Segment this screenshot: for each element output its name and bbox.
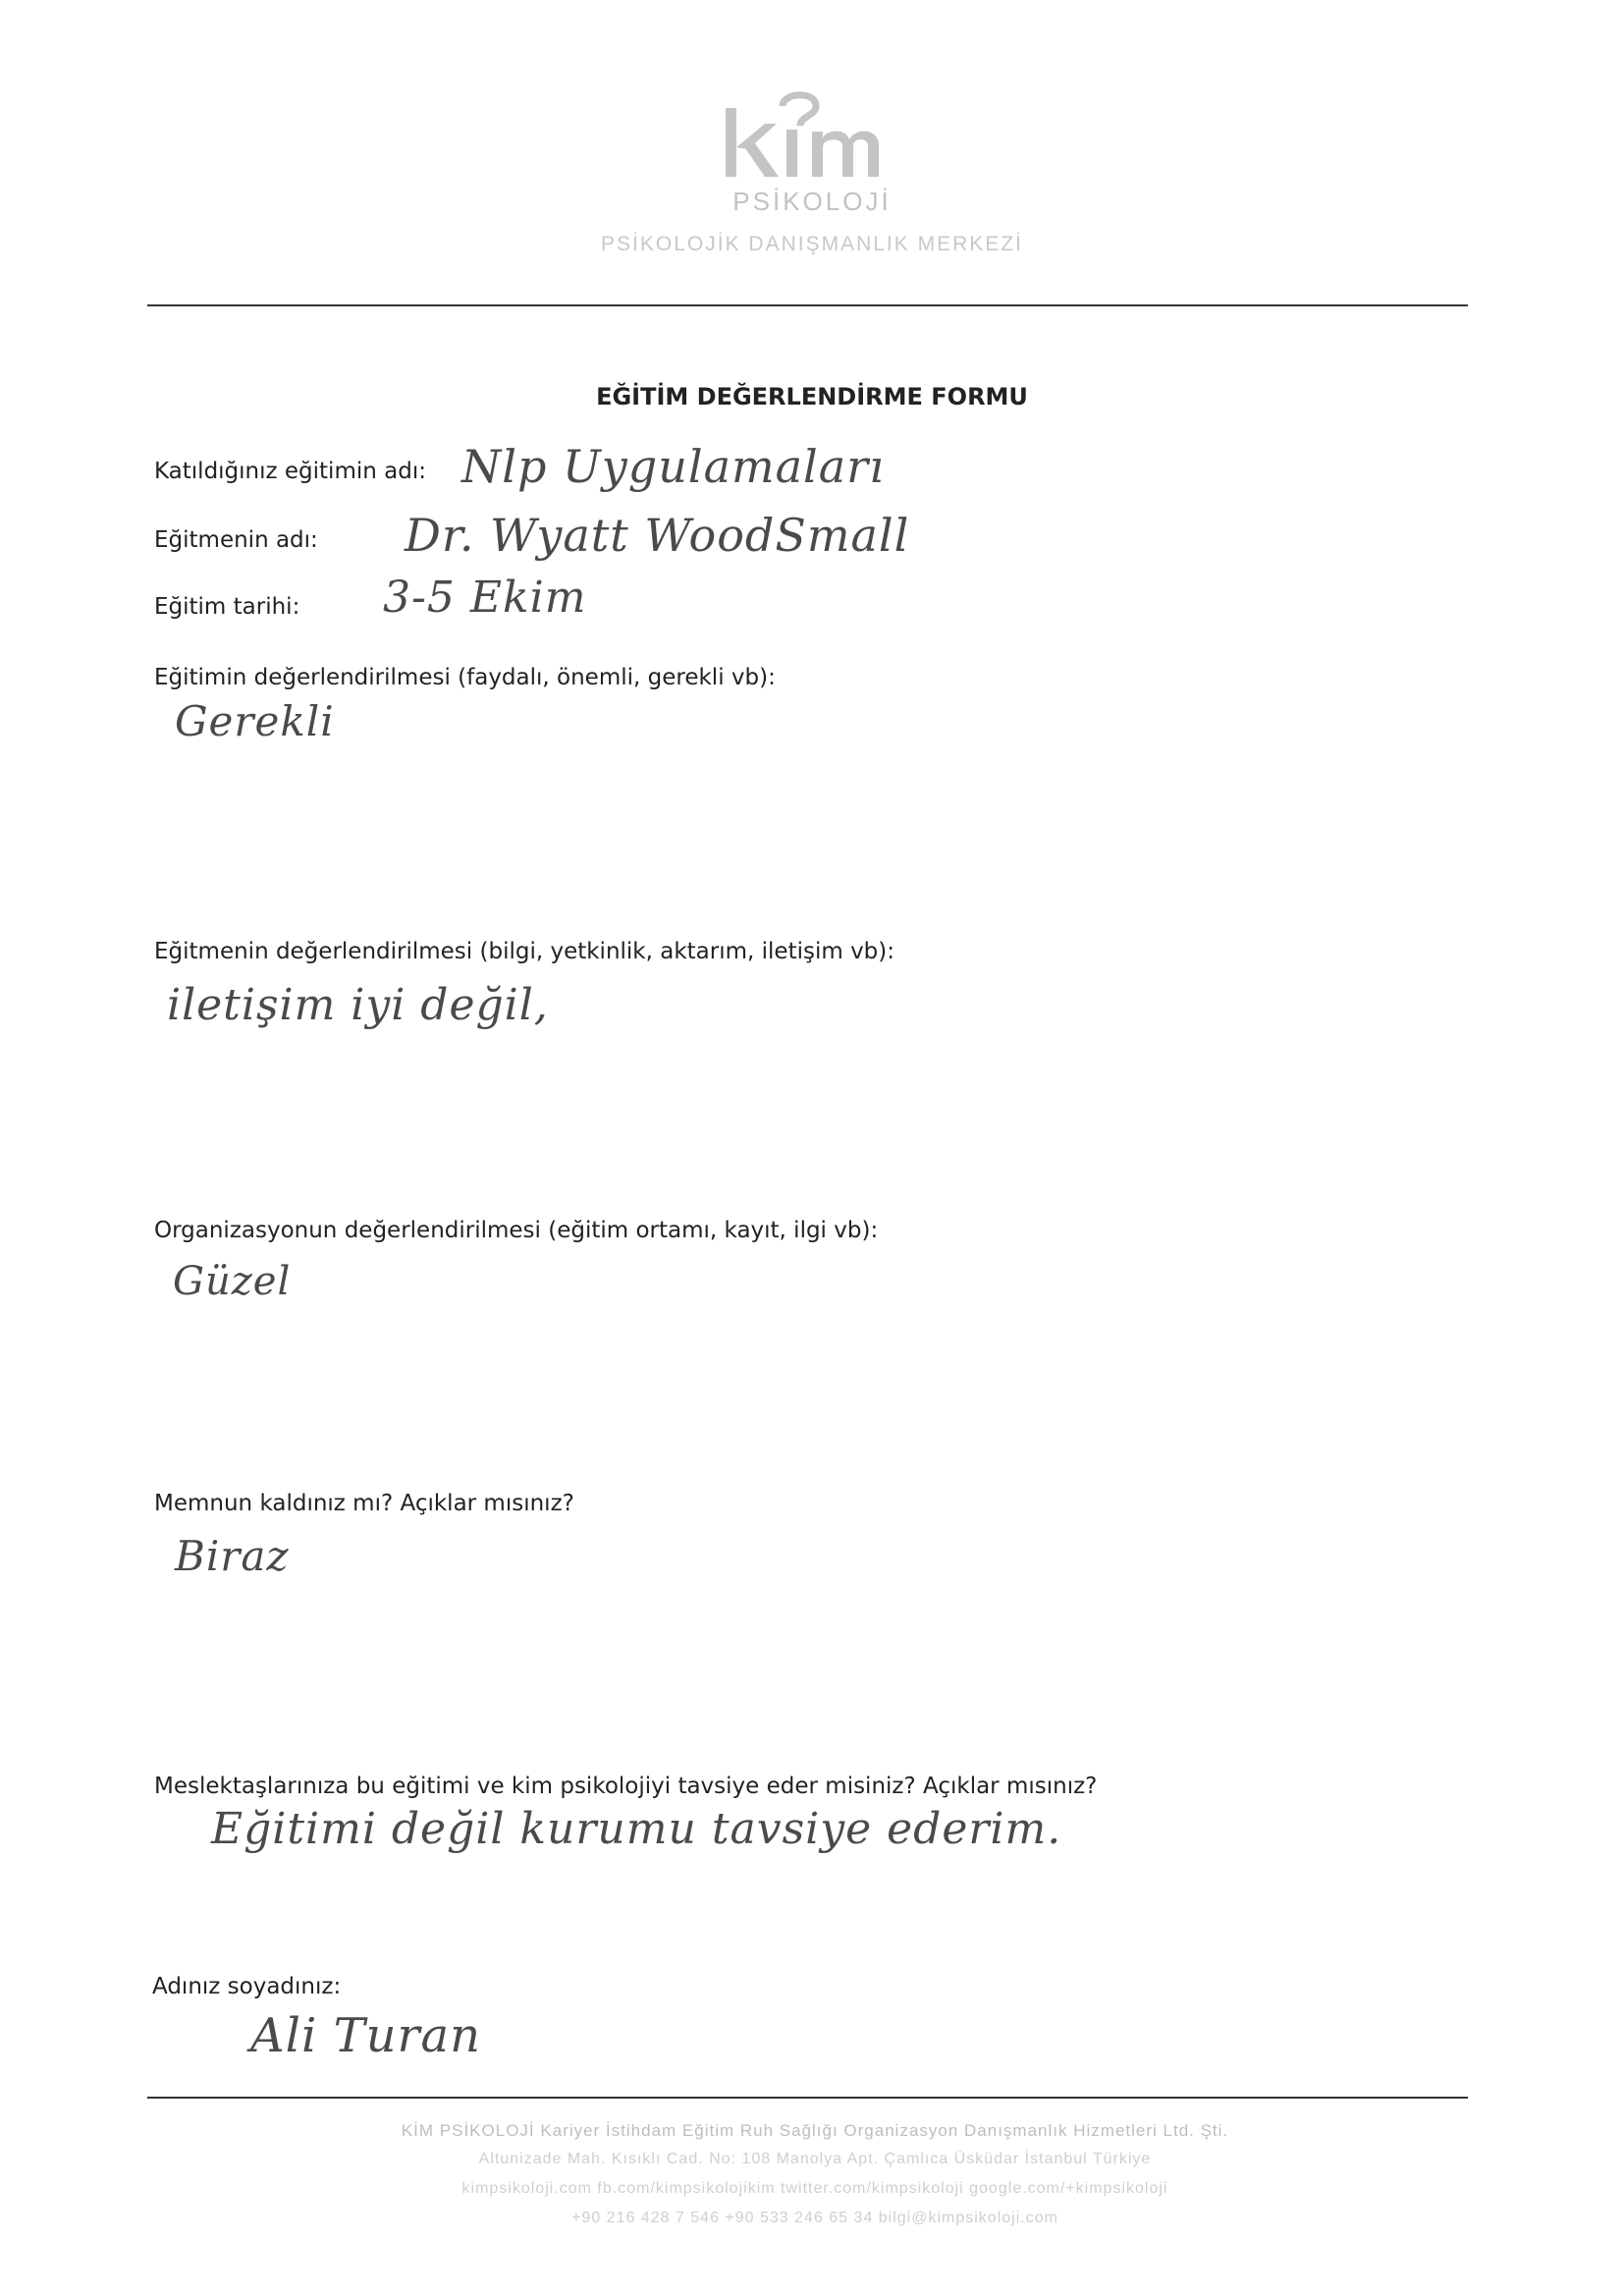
org-eval-label: Organizasyonun değerlendirilmesi (eğitim ortamı, kayıt, ilgi vb): [154, 1218, 879, 1243]
satisfied-answer: Biraz [175, 1532, 290, 1580]
header-divider [147, 304, 1468, 306]
trainer-name-answer: Dr. Wyatt WoodSmall [405, 509, 910, 562]
training-date-label: Eğitim tarihi: [154, 594, 300, 620]
footer-divider [147, 2097, 1468, 2099]
logo [722, 86, 918, 185]
brand-tagline: PSİKOLOJİK DANIŞMANLIK MERKEZİ [601, 233, 1023, 255]
recommend-label: Meslektaşlarınıza bu eğitimi ve kim psikolojiyi tavsiye eder misiniz? Açıklar mısınız? [154, 1774, 1098, 1799]
footer-address: Altunizade Mah. Kısıklı Cad. No: 108 Manolya Apt. Çamlıca Üsküdar İstanbul Türkiye [478, 2151, 1152, 2167]
footer-web: kimpsikoloji.com fb.com/kimpsikolojikim twitter.com/kimpsikoloji google.com/+kimpsikoloji [461, 2180, 1168, 2197]
satisfied-label: Memnun kaldınız mı? Açıklar mısınız? [154, 1491, 574, 1516]
brand-name: PSİKOLOJİ [732, 187, 892, 216]
form-title: EĞİTİM DEĞERLENDİRME FORMU [596, 383, 1028, 410]
org-eval-answer: Güzel [173, 1259, 292, 1304]
trainer-eval-label: Eğitmenin değerlendirilmesi (bilgi, yetkinlik, aktarım, iletişim vb): [154, 939, 895, 964]
training-name-label: Katıldığınız eğitimin adı: [154, 459, 426, 484]
kim-logo-icon [722, 86, 918, 185]
training-eval-label: Eğitimin değerlendirilmesi (faydalı, önemli, gerekli vb): [154, 665, 776, 690]
training-name-answer: Nlp Uygulamaları [461, 440, 885, 493]
footer-company: KİM PSİKOLOJİ Kariyer İstihdam Eğitim Ruh Sağlığı Organizasyon Danışmanlık Hizmetleri Ltd. Şti. [401, 2121, 1229, 2140]
trainer-eval-answer: iletişim iyi değil, [167, 980, 549, 1030]
recommend-answer: Eğitimi değil kurumu tavsiye ederim. [211, 1804, 1062, 1854]
full-name-answer: Ali Turan [250, 2008, 482, 2063]
full-name-label: Adınız soyadınız: [152, 1974, 342, 1999]
footer-contact: +90 216 428 7 546 +90 533 246 65 34 bilgi@kimpsikoloji.com [571, 2210, 1058, 2226]
training-date-answer: 3-5 Ekim [383, 573, 587, 623]
trainer-name-label: Eğitmenin adı: [154, 527, 318, 553]
training-eval-answer: Gerekli [175, 697, 335, 745]
